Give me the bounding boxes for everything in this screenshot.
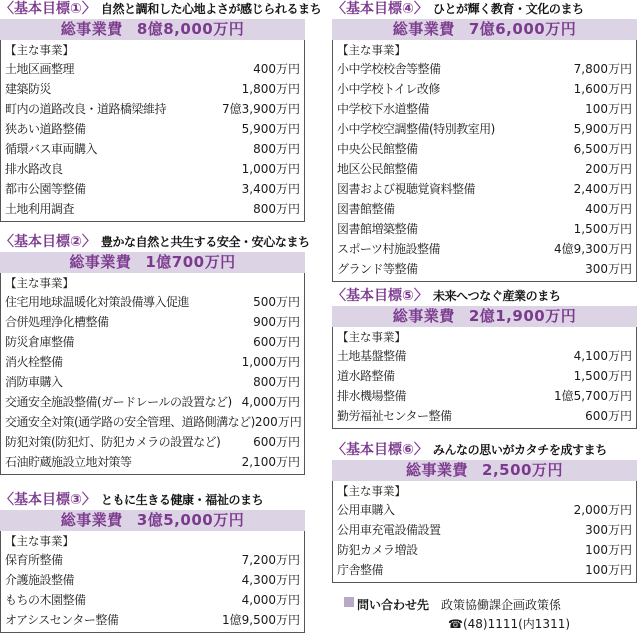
goal-title: ともに生きる健康・福祉のまち	[100, 493, 264, 507]
project-item	[5, 312, 300, 332]
goal-section-3	[0, 491, 305, 633]
project-amount: 900万円	[253, 315, 300, 329]
project-item	[5, 332, 300, 352]
project-name: 狭あい道路整備	[5, 122, 86, 136]
project-name: 勤労福祉センター整備	[337, 409, 452, 423]
total-cost-bar	[332, 19, 637, 40]
project-amount: 800万円	[253, 375, 300, 389]
project-name: 防災倉庫整備	[5, 335, 75, 349]
project-item	[337, 346, 632, 366]
project-item	[337, 560, 632, 580]
project-amount: 1,500万円	[573, 369, 632, 383]
goal-tag: 〈基本目標①〉	[0, 1, 96, 17]
project-name: 土地利用調査	[5, 202, 75, 216]
total-value: 2,500万円	[482, 461, 563, 479]
main-projects-label: 【主な事業】	[337, 484, 406, 498]
project-list-box	[332, 327, 637, 429]
main-projects-label: 【主な事業】	[337, 330, 406, 344]
main-projects-label: 【主な事業】	[5, 276, 74, 290]
project-amount: 100万円	[585, 563, 632, 577]
project-name: 建築防災	[5, 82, 52, 96]
goal-section-1	[0, 0, 322, 222]
goal-tag: 〈基本目標⑤〉	[332, 288, 428, 304]
project-amount: 600万円	[253, 435, 300, 449]
project-amount: 4,100万円	[573, 349, 632, 363]
goal-header	[0, 0, 322, 19]
project-item	[337, 159, 632, 179]
total-value: 3億5,000万円	[136, 511, 245, 529]
total-cost-bar	[0, 510, 305, 531]
project-item	[5, 550, 300, 570]
project-item	[337, 366, 632, 386]
project-name: オアシスセンター整備	[5, 613, 119, 627]
project-amount: 1,000万円	[241, 162, 300, 176]
project-item	[337, 219, 632, 239]
total-label: 総事業費	[392, 20, 455, 38]
project-amount: 7,200万円	[241, 553, 300, 567]
total-value: 7億6,000万円	[468, 20, 577, 38]
goal-title: 自然と調和した心地よさが感じられるまち	[100, 2, 322, 16]
project-name: 石油貯蔵施設立地対策等	[5, 455, 132, 469]
project-item	[337, 540, 632, 560]
project-item	[5, 590, 300, 610]
project-list	[5, 59, 300, 219]
project-name: 小中学校校舎等整備	[337, 62, 441, 76]
project-item	[337, 59, 632, 79]
contact-info	[344, 596, 570, 634]
project-name: 介護施設整備	[5, 573, 75, 587]
total-cost-bar	[0, 19, 305, 40]
project-amount: 100万円	[585, 543, 632, 557]
project-name: 土地基盤整備	[337, 349, 407, 363]
contact-phone: ☎(48)1111(内1311)	[448, 617, 571, 631]
project-name: 中学校下水道整備	[337, 102, 430, 116]
project-item	[5, 59, 300, 79]
goal-tag: 〈基本目標④〉	[332, 1, 428, 17]
project-item	[5, 610, 300, 630]
goal-header	[332, 287, 637, 306]
project-name: 排水路改良	[5, 162, 63, 176]
goal-header	[0, 491, 305, 510]
project-list	[337, 500, 632, 580]
project-item	[337, 406, 632, 426]
project-name: 循環バス車両購入	[5, 142, 98, 156]
total-label: 総事業費	[60, 20, 123, 38]
project-item	[5, 139, 300, 159]
project-name: 小中学校空調整備(特別教室用)	[337, 122, 495, 136]
project-list-box	[0, 273, 305, 475]
goal-title: みんなの思いがカタチを成すまち	[432, 443, 607, 457]
project-name: グランド等整備	[337, 262, 418, 276]
goal-tag: 〈基本目標⑥〉	[332, 442, 428, 458]
project-item	[5, 372, 300, 392]
goal-header	[0, 233, 310, 252]
project-amount: 800万円	[253, 142, 300, 156]
project-name: 図書および視聴覚資料整備	[337, 182, 476, 196]
project-item	[337, 520, 632, 540]
project-amount: 400万円	[253, 62, 300, 76]
project-item	[5, 99, 300, 119]
contact-label: 問い合わせ先	[357, 598, 430, 612]
project-amount: 4,000万円	[241, 395, 300, 409]
project-item	[5, 119, 300, 139]
project-item	[337, 139, 632, 159]
project-list	[337, 346, 632, 426]
main-projects-label: 【主な事業】	[5, 534, 74, 548]
project-amount: 1,600万円	[573, 82, 632, 96]
project-amount: 7億3,900万円	[222, 102, 300, 116]
goal-header	[332, 0, 637, 19]
project-item	[5, 352, 300, 372]
goal-tag: 〈基本目標③〉	[0, 492, 96, 508]
total-value: 8億8,000万円	[136, 20, 245, 38]
project-name: 地区公民館整備	[337, 162, 418, 176]
project-item	[5, 452, 300, 472]
goal-header	[332, 441, 637, 460]
project-amount: 300万円	[585, 262, 632, 276]
project-name: 保育所整備	[5, 553, 63, 567]
goal-tag: 〈基本目標②〉	[0, 234, 96, 250]
project-amount: 5,900万円	[241, 122, 300, 136]
project-amount: 1,800万円	[241, 82, 300, 96]
total-cost-bar	[0, 252, 305, 273]
project-name: 図書館増築整備	[337, 222, 418, 236]
project-name: 消防車購入	[5, 375, 63, 389]
goal-section-2	[0, 233, 310, 475]
project-amount: 600万円	[585, 409, 632, 423]
main-projects-label: 【主な事業】	[337, 43, 406, 57]
project-item	[5, 79, 300, 99]
project-amount: 300万円	[585, 523, 632, 537]
project-name: 交通安全施設整備(ガードレールの設置など)	[5, 395, 232, 409]
project-name: もちの木園整備	[5, 593, 86, 607]
project-item	[337, 259, 632, 279]
project-item	[337, 99, 632, 119]
project-list-box	[0, 40, 305, 222]
project-name: 都市公園等整備	[5, 182, 86, 196]
project-name: 中央公民館整備	[337, 142, 418, 156]
square-marker-icon	[344, 597, 354, 607]
project-item	[5, 570, 300, 590]
project-name: 合併処理浄化槽整備	[5, 315, 109, 329]
project-amount: 600万円	[253, 335, 300, 349]
goal-section-6	[332, 441, 637, 583]
project-item	[337, 79, 632, 99]
project-amount: 3,400万円	[241, 182, 300, 196]
project-amount: 1億5,700万円	[554, 389, 632, 403]
total-label: 総事業費	[60, 511, 123, 529]
project-item	[5, 179, 300, 199]
contact-department: 政策協働課企画政策係	[441, 598, 562, 612]
project-name: 庁舎整備	[337, 563, 384, 577]
project-name: スポーツ村施設整備	[337, 242, 441, 256]
project-name: 防犯対策(防犯灯、防犯カメラの設置など)	[5, 435, 221, 449]
goal-section-5	[332, 287, 637, 429]
project-amount: 2,100万円	[241, 455, 300, 469]
project-list-box	[0, 531, 305, 633]
project-amount: 500万円	[253, 295, 300, 309]
goal-title: 未来へつなぐ産業のまち	[432, 289, 561, 303]
project-amount: 6,500万円	[573, 142, 632, 156]
project-amount: 2,400万円	[573, 182, 632, 196]
project-amount: 1,000万円	[241, 355, 300, 369]
total-label: 総事業費	[69, 253, 132, 271]
project-amount: 200万円	[585, 162, 632, 176]
project-amount: 1,500万円	[573, 222, 632, 236]
project-amount: 5,900万円	[573, 122, 632, 136]
project-item	[337, 199, 632, 219]
project-amount: 200万円	[254, 415, 302, 429]
project-item	[337, 386, 632, 406]
project-name: 公用車充電設備設置	[337, 523, 441, 537]
project-item	[5, 159, 300, 179]
goal-title: 豊かな自然と共生する安全・安心なまち	[100, 235, 310, 249]
project-name: 道水路整備	[337, 369, 395, 383]
project-name: 消火栓整備	[5, 355, 63, 369]
project-amount: 7,800万円	[573, 62, 632, 76]
project-item	[5, 392, 300, 412]
project-item	[5, 432, 300, 452]
project-item	[5, 292, 300, 312]
total-cost-bar	[332, 306, 637, 327]
project-item	[5, 412, 300, 432]
project-list-box	[332, 481, 637, 583]
project-name: 小中学校トイレ改修	[337, 82, 440, 96]
project-item	[337, 239, 632, 259]
project-amount: 1億9,500万円	[222, 613, 300, 627]
project-name: 交通安全対策(通学路の安全管理、道路側溝など)	[5, 415, 255, 429]
project-amount: 2,000万円	[573, 503, 632, 517]
project-name: 防犯カメラ増設	[337, 543, 418, 557]
goal-title: ひとが輝く教育・文化のまち	[432, 2, 584, 16]
project-item	[337, 119, 632, 139]
project-amount: 400万円	[585, 202, 632, 216]
project-amount: 800万円	[253, 202, 300, 216]
project-item	[337, 179, 632, 199]
project-list	[337, 59, 632, 279]
project-list	[5, 550, 300, 630]
total-cost-bar	[332, 460, 637, 481]
main-projects-label: 【主な事業】	[5, 43, 74, 57]
project-amount: 4億9,300万円	[554, 242, 632, 256]
total-value: 1億700万円	[145, 253, 236, 271]
total-label: 総事業費	[406, 461, 469, 479]
project-amount: 4,300万円	[241, 573, 300, 587]
project-item	[5, 199, 300, 219]
project-amount: 100万円	[585, 102, 632, 116]
project-name: 図書館整備	[337, 202, 395, 216]
project-list-box	[332, 40, 637, 282]
total-label: 総事業費	[392, 307, 455, 325]
project-name: 公用車購入	[337, 503, 395, 517]
project-list	[5, 292, 300, 472]
project-amount: 4,000万円	[241, 593, 300, 607]
goal-section-4	[332, 0, 637, 282]
project-item	[337, 500, 632, 520]
project-name: 排水機場整備	[337, 389, 407, 403]
total-value: 2億1,900万円	[468, 307, 577, 325]
project-name: 土地区画整理	[5, 62, 75, 76]
project-name: 町内の道路改良・道路橋梁維持	[5, 102, 167, 116]
project-name: 住宅用地球温暖化対策設備導入促進	[5, 295, 190, 309]
